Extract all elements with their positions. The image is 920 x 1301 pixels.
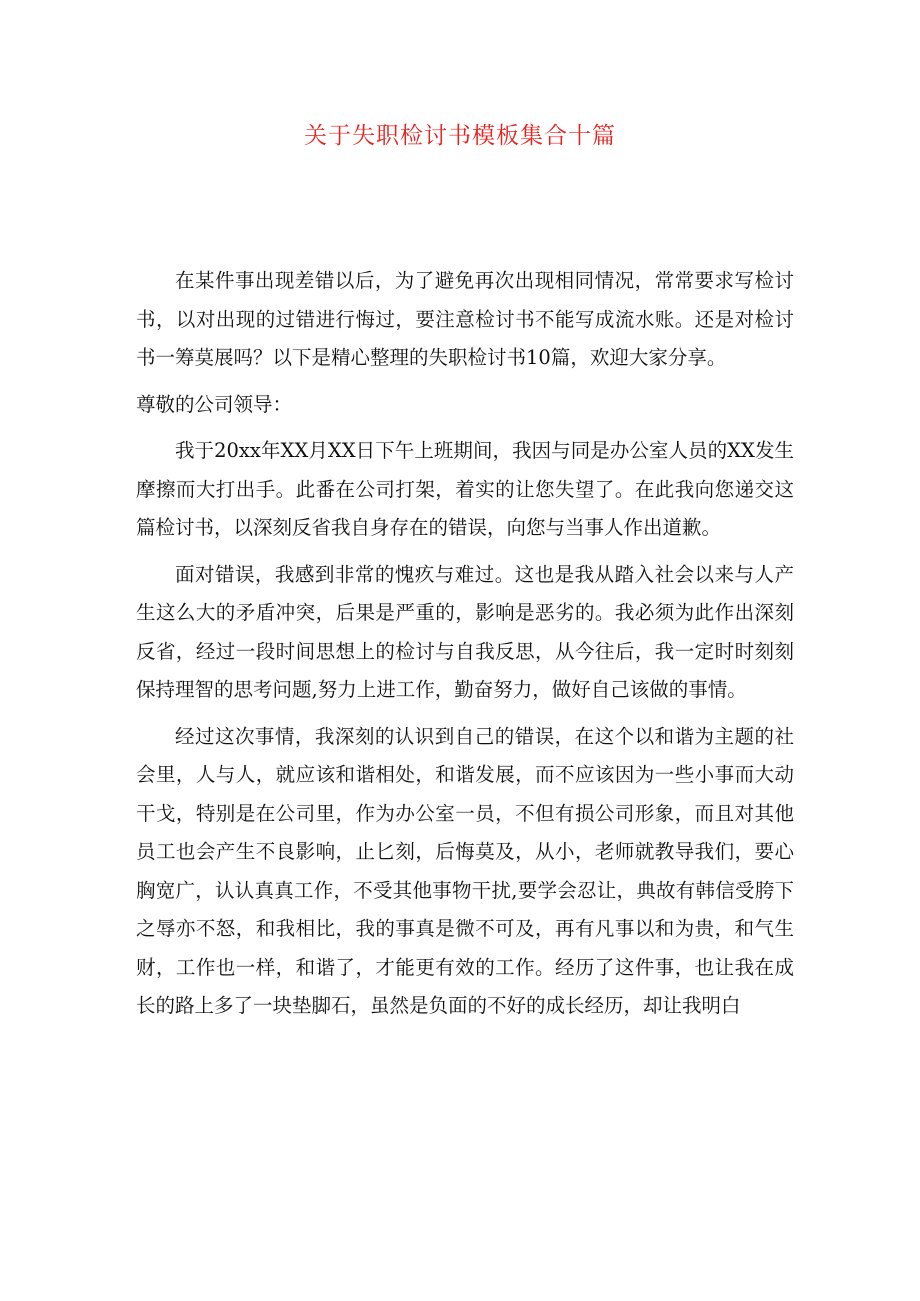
document-body [136,262,794,1034]
body-paragraph-1: 我于20xx年XX月XX日下午上班期间，我因与同是办公室人员的XX发生摩擦而大打出手。此番在公司打架，着实的让您失望了。在此我向您递交这篇检讨书，以深刻反省我自身存在的错误，向您与当事人作出道歉。 [136,439,794,539]
intro-paragraph: 在某件事出现差错以后，为了避免再次出现相同情况，常常要求写检讨书，以对出现的过错进行悔过，要注意检讨书不能写成流水账。还是对检讨书一筹莫展吗？以下是精心整理的失职检讨书10篇，欢迎大家分享。 [136,269,794,369]
body-paragraph-2: 面对错误，我感到非常的愧疚与难过。这也是我从踏入社会以来与人产生这么大的矛盾冲突，后果是严重的，影响是恶劣的。我必须为此作出深刻反省，经过一段时间思想上的检讨与自我反思，从今往后，我一定时时刻刻保持理智的思考问题,努力上进工作，勤奋努力，做好自己该做的事情。 [136,562,794,701]
salutation: 尊敬的公司领导： [136,392,293,416]
body-paragraph-3: 经过这次事情，我深刻的认识到自己的错误，在这个以和谐为主题的社会里，人与人，就应该和谐相处，和谐发展，而不应该因为一些小事而大动干戈，特别是在公司里，作为办公室一员，不但有损公司形象，而且对其他员工也会产生不良影响，止匕刻，后悔莫及，从小，老师就教导我们，要心胸宽广，认认真真工作，不受其他事物干扰,要学会忍让，典故有韩信受胯下之辱亦不怒，和我相比，我的事真是微不可及，再有凡事以和为贵，和气生财，工作也一样，和谐了，才能更有效的工作。经历了这件事，也让我在成长的路上多了一块垫脚石，虽然是负面的不好的成长经历，却让我明白 [136,724,794,1017]
document-title: 关于失职检讨书模板集合十篇 [304,123,616,149]
